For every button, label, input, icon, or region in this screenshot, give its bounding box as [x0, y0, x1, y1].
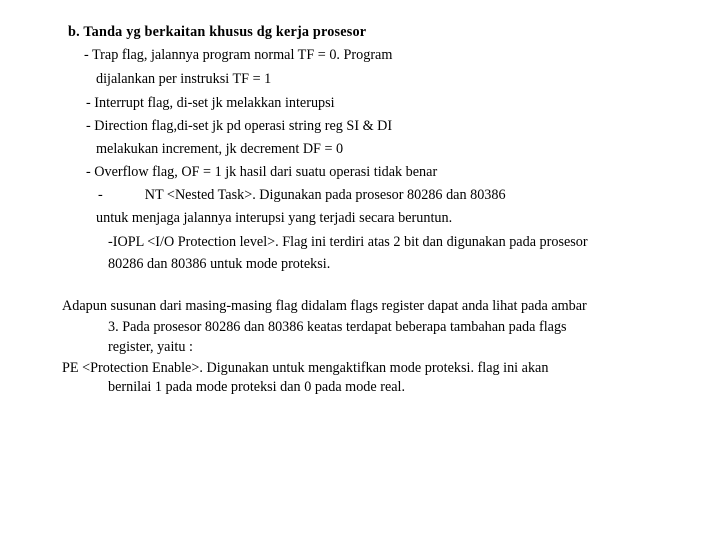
flags-register-paragraph-line-3: register, yaitu : [108, 339, 193, 355]
nt-flag-line-2: untuk menjaga jalannya interupsi yang terjadi secara beruntun. [96, 210, 453, 226]
nt-flag-line-1 [98, 186, 506, 204]
iopl-line-2: 80286 dan 80386 untuk mode proteksi. [108, 256, 331, 272]
overflow-flag-line: - Overflow flag, OF = 1 jk hasil dari suatu operasi tidak benar [86, 164, 438, 180]
nt-flag-text: NT <Nested Task>. Digunakan pada prosesor 80286 dan 80386 [144, 187, 506, 203]
flags-register-paragraph-line-1: Adapun susunan dari masing-masing flag didalam flags register dapat anda lihat pada ambar [62, 298, 587, 314]
iopl-line-1: -IOPL <I/O Protection level>. Flag ini terdiri atas 2 bit dan digunakan pada prosesor [108, 234, 588, 250]
direction-flag-line-1: - Direction flag,di-set jk pd operasi string reg SI & DI [86, 118, 393, 134]
pe-paragraph-line-1: PE <Protection Enable>. Digunakan untuk mengaktifkan mode proteksi. flag ini akan [62, 360, 549, 376]
flags-register-paragraph-line-2: 3. Pada prosesor 80286 dan 80386 keatas terdapat beberapa tambahan pada flags [108, 319, 567, 335]
trap-flag-line-2: dijalankan per instruksi TF = 1 [96, 71, 272, 87]
nt-flag-dash: - [98, 187, 103, 203]
interrupt-flag-line: - Interrupt flag, di-set jk melakkan interupsi [86, 95, 335, 111]
direction-flag-line-2: melakukan increment, jk decrement DF = 0 [96, 141, 344, 157]
section-heading: b. Tanda yg berkaitan khusus dg kerja prosesor [68, 24, 367, 40]
pe-paragraph-line-2: bernilai 1 pada mode proteksi dan 0 pada mode real. [108, 379, 406, 395]
trap-flag-line-1: - Trap flag, jalannya program normal TF = 0. Program [84, 47, 393, 63]
